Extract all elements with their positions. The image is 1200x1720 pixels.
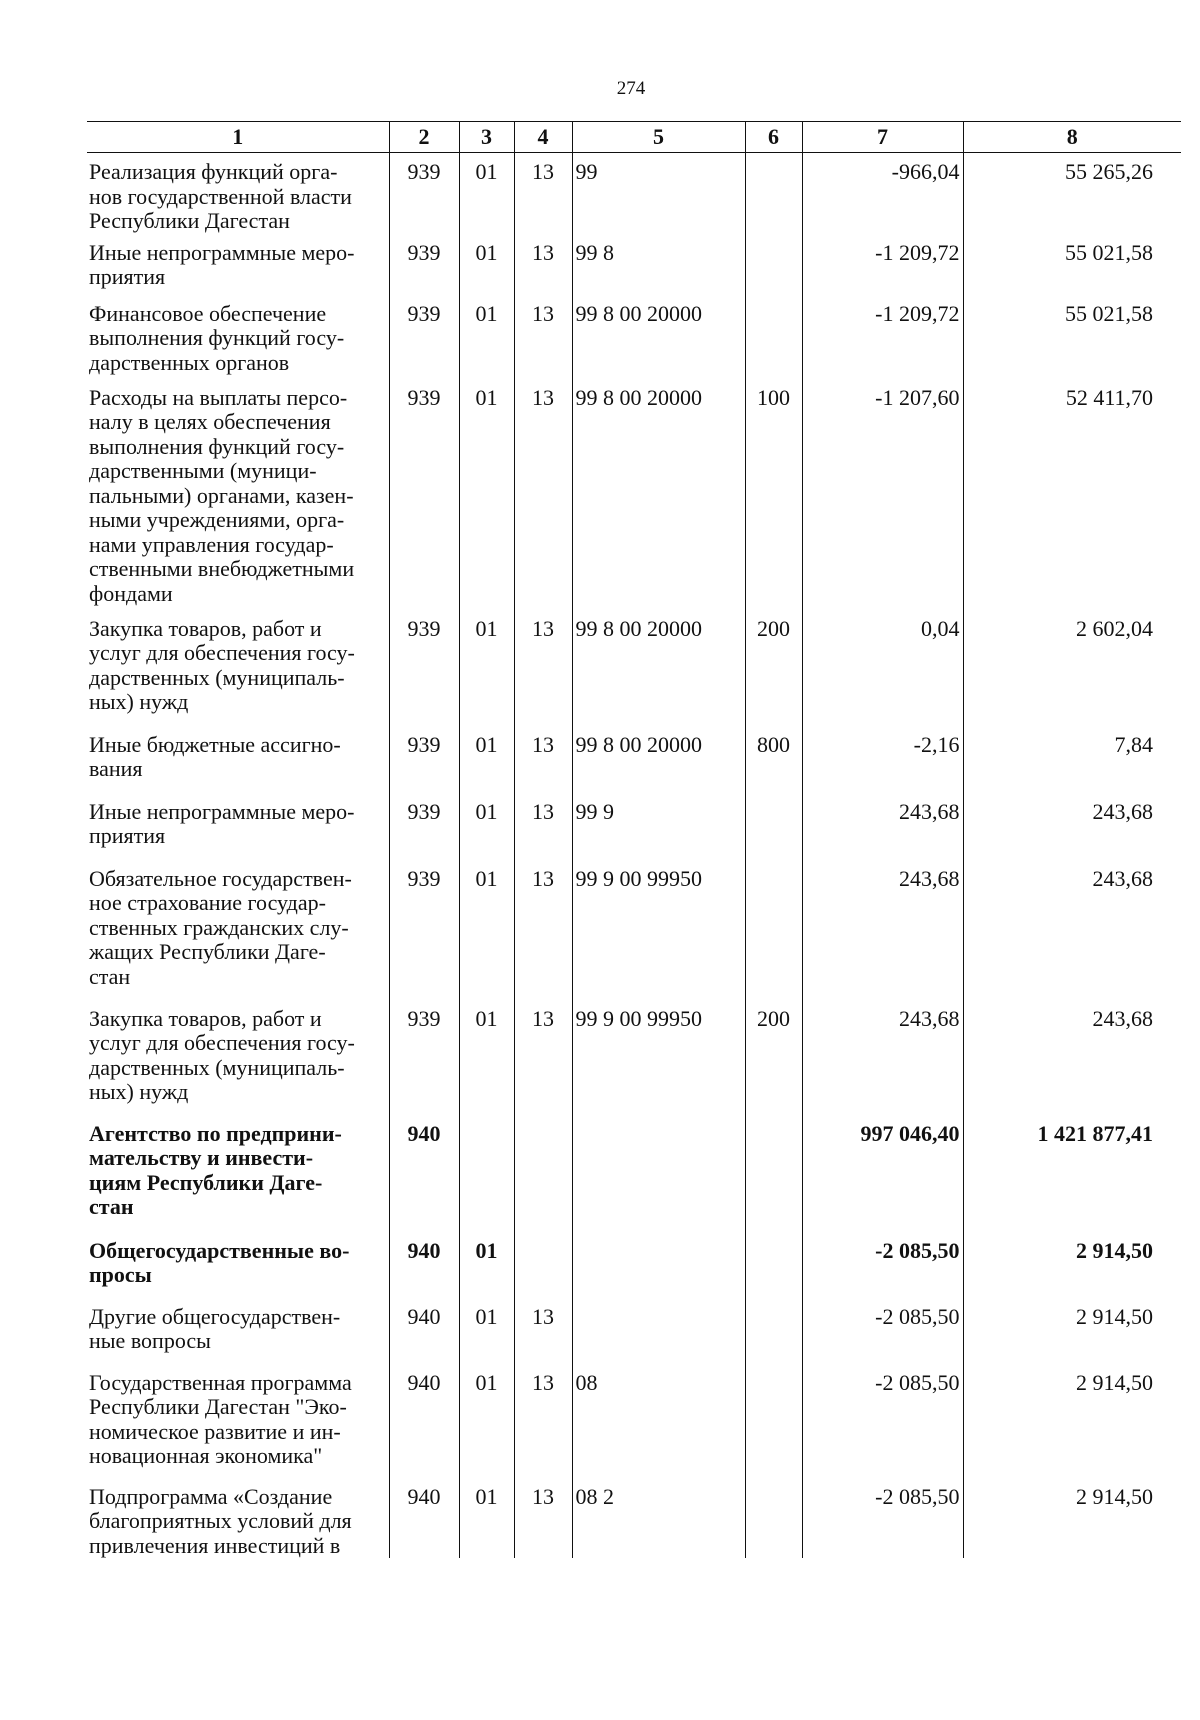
cell-name-line: дарственными (муници-: [89, 458, 317, 483]
cell-amount-total: 7,84: [963, 726, 1181, 793]
cell-expense-type: [745, 153, 802, 234]
cell-amount-change: -1 209,72: [802, 234, 963, 295]
cell-name-line: циям Республики Даге-: [89, 1169, 323, 1195]
cell-name-line: пальными) органами, казен-: [89, 482, 354, 508]
cell-name-line: Республики Дагестан: [89, 208, 290, 233]
cell-section: 01: [459, 153, 514, 234]
cell-name-line: Иные бюджетные ассигно-: [89, 731, 341, 757]
page-number: 274: [616, 78, 646, 99]
cell-name-line: нов государственной власти: [89, 183, 352, 209]
header-col-6: 6: [745, 122, 802, 153]
table-row: [87, 860, 1181, 1000]
cell-amount-change: 243,68: [802, 860, 963, 1000]
cell-target-article: 99 9: [572, 793, 745, 860]
cell-amount-change: -2 085,50: [802, 1298, 963, 1364]
cell-amount-total: 52 411,70: [963, 379, 1181, 610]
header-col-1: 1: [87, 122, 389, 153]
cell-name-line: вания: [89, 756, 143, 781]
cell-subsection: 13: [514, 1000, 572, 1115]
cell-amount-change: -2 085,50: [802, 1232, 963, 1298]
table-row: [87, 1364, 1181, 1478]
table-row: [87, 726, 1181, 793]
table-row: [87, 793, 1181, 860]
header-col-2: 2: [389, 122, 459, 153]
cell-section: 01: [459, 726, 514, 793]
table-row: [87, 295, 1181, 379]
cell-name: [87, 1232, 389, 1298]
cell-amount-change: -966,04: [802, 153, 963, 234]
cell-target-article: 99 8 00 20000: [572, 295, 745, 379]
cell-name-line: приятия: [89, 823, 166, 848]
cell-name-line: Реализация функций орга-: [89, 159, 338, 184]
cell-name: [87, 1478, 389, 1559]
cell-section: 01: [459, 793, 514, 860]
cell-name-line: стан: [89, 1194, 134, 1219]
budget-table-container: [87, 121, 1181, 1558]
cell-ministry-code: 940: [389, 1364, 459, 1478]
cell-name-line: привлечения инвестиций в: [89, 1532, 341, 1558]
cell-target-article: 99: [572, 153, 745, 234]
header-row: [87, 122, 1181, 153]
cell-target-article: [572, 1115, 745, 1232]
cell-target-article: 99 8 00 20000: [572, 379, 745, 610]
cell-name-line: нами управления государ-: [89, 531, 334, 557]
cell-name-line: ное страхование государ-: [89, 890, 326, 915]
cell-target-article: 99 8 00 20000: [572, 726, 745, 793]
cell-expense-type: [745, 860, 802, 1000]
cell-expense-type: [745, 793, 802, 860]
cell-ministry-code: 940: [389, 1298, 459, 1364]
cell-section: 01: [459, 379, 514, 610]
cell-name-line: Обязательное государствен-: [89, 865, 352, 891]
cell-target-article: 99 9 00 99950: [572, 1000, 745, 1115]
cell-name: [87, 153, 389, 234]
cell-expense-type: 100: [745, 379, 802, 610]
cell-subsection: 13: [514, 793, 572, 860]
table-body: [87, 153, 1181, 1559]
cell-name-line: Подпрограмма «Создание: [89, 1483, 333, 1509]
cell-amount-total: 243,68: [963, 860, 1181, 1000]
table-row: [87, 379, 1181, 610]
cell-target-article: 99 8: [572, 234, 745, 295]
cell-subsection: 13: [514, 234, 572, 295]
cell-name: [87, 295, 389, 379]
cell-amount-change: -1 209,72: [802, 295, 963, 379]
cell-amount-change: -2 085,50: [802, 1478, 963, 1559]
cell-target-article: [572, 1298, 745, 1364]
cell-subsection: 13: [514, 1298, 572, 1364]
cell-subsection: 13: [514, 379, 572, 610]
cell-name: [87, 1364, 389, 1478]
cell-name-line: Иные непрограммные меро-: [89, 798, 355, 824]
cell-amount-total: 1 421 877,41: [963, 1115, 1181, 1232]
cell-subsection: [514, 1115, 572, 1232]
cell-name-line: выполнения функций госу-: [89, 433, 345, 459]
cell-name-line: Агентство по предприни-: [89, 1120, 342, 1146]
cell-name-line: выполнения функций госу-: [89, 325, 345, 350]
cell-name-line: ными учреждениями, орга-: [89, 507, 345, 532]
cell-ministry-code: 940: [389, 1115, 459, 1232]
cell-ministry-code: 939: [389, 1000, 459, 1115]
cell-section: 01: [459, 1478, 514, 1559]
cell-name-line: Республики Дагестан "Эко-: [89, 1394, 347, 1419]
cell-name-line: фондами: [89, 580, 173, 606]
cell-name-line: услуг для обеспечения госу-: [89, 640, 355, 665]
cell-name: [87, 1115, 389, 1232]
table-row: [87, 1115, 1181, 1232]
cell-name-line: благоприятных условий для: [89, 1508, 352, 1533]
cell-amount-change: 243,68: [802, 1000, 963, 1115]
cell-expense-type: [745, 1232, 802, 1298]
table-row: [87, 1298, 1181, 1364]
cell-ministry-code: 939: [389, 153, 459, 234]
cell-section: 01: [459, 1364, 514, 1478]
cell-subsection: [514, 1232, 572, 1298]
cell-name-line: приятия: [89, 264, 166, 289]
cell-target-article: 08 2: [572, 1478, 745, 1559]
cell-subsection: 13: [514, 1478, 572, 1559]
cell-name-line: дарственных (муниципаль-: [89, 1054, 345, 1080]
cell-name-line: ных) нужд: [89, 1079, 189, 1104]
cell-amount-change: -2 085,50: [802, 1364, 963, 1478]
cell-amount-change: 243,68: [802, 793, 963, 860]
cell-name: [87, 793, 389, 860]
cell-name: [87, 234, 389, 295]
cell-name-line: ственных гражданских слу-: [89, 914, 349, 940]
cell-subsection: 13: [514, 1364, 572, 1478]
cell-name: [87, 379, 389, 610]
cell-section: 01: [459, 234, 514, 295]
cell-expense-type: [745, 295, 802, 379]
cell-amount-total: 2 602,04: [963, 610, 1181, 726]
cell-section: 01: [459, 1000, 514, 1115]
cell-name: [87, 610, 389, 726]
cell-ministry-code: 939: [389, 793, 459, 860]
cell-expense-type: 800: [745, 726, 802, 793]
cell-amount-total: 2 914,50: [963, 1478, 1181, 1559]
cell-name: [87, 726, 389, 793]
cell-name-line: дарственных (муниципаль-: [89, 664, 345, 690]
table-row: [87, 234, 1181, 295]
cell-amount-total: 55 021,58: [963, 234, 1181, 295]
cell-amount-total: 2 914,50: [963, 1232, 1181, 1298]
cell-target-article: 99 9 00 99950: [572, 860, 745, 1000]
cell-ministry-code: 939: [389, 610, 459, 726]
cell-amount-total: 2 914,50: [963, 1364, 1181, 1478]
table-row: [87, 1232, 1181, 1298]
cell-ministry-code: 939: [389, 295, 459, 379]
header-col-5: 5: [572, 122, 745, 153]
table-row: [87, 1000, 1181, 1115]
cell-amount-total: 55 265,26: [963, 153, 1181, 234]
header-col-8: 8: [963, 122, 1181, 153]
cell-name-line: Закупка товаров, работ и: [89, 615, 322, 641]
cell-ministry-code: 939: [389, 726, 459, 793]
cell-ministry-code: 940: [389, 1232, 459, 1298]
cell-subsection: 13: [514, 153, 572, 234]
cell-amount-total: 55 021,58: [963, 295, 1181, 379]
cell-name: [87, 1000, 389, 1115]
cell-name-line: ные вопросы: [89, 1328, 211, 1353]
cell-expense-type: [745, 1478, 802, 1559]
cell-name: [87, 860, 389, 1000]
cell-name-line: Государственная программа: [89, 1369, 352, 1395]
cell-ministry-code: 939: [389, 860, 459, 1000]
table-row: [87, 1478, 1181, 1559]
cell-name-line: Закупка товаров, работ и: [89, 1005, 322, 1031]
table-row: [87, 153, 1181, 234]
cell-target-article: [572, 1232, 745, 1298]
cell-section: 01: [459, 295, 514, 379]
cell-name-line: номическое развитие и ин-: [89, 1418, 341, 1444]
cell-name-line: услуг для обеспечения госу-: [89, 1030, 355, 1055]
cell-expense-type: [745, 234, 802, 295]
cell-subsection: 13: [514, 610, 572, 726]
budget-table: [87, 121, 1181, 1558]
cell-name-line: Расходы на выплаты персо-: [89, 384, 348, 410]
cell-name-line: налу в целях обеспечения: [89, 409, 331, 434]
cell-name-line: ственными внебюджетными: [89, 556, 355, 581]
cell-ministry-code: 940: [389, 1478, 459, 1559]
header-col-4: 4: [514, 122, 572, 153]
cell-name-line: Финансовое обеспечение: [89, 300, 327, 326]
cell-section: 01: [459, 610, 514, 726]
cell-ministry-code: 939: [389, 379, 459, 610]
cell-name-line: Общегосударственные во-: [89, 1237, 350, 1263]
cell-expense-type: 200: [745, 1000, 802, 1115]
header-col-7: 7: [802, 122, 963, 153]
cell-name: [87, 1298, 389, 1364]
cell-name-line: Другие общегосударствен-: [89, 1303, 341, 1329]
cell-amount-total: 243,68: [963, 793, 1181, 860]
cell-section: 01: [459, 1232, 514, 1298]
cell-section: 01: [459, 860, 514, 1000]
cell-name-line: новационная экономика": [89, 1443, 323, 1468]
cell-amount-total: 243,68: [963, 1000, 1181, 1115]
cell-expense-type: 200: [745, 610, 802, 726]
cell-name-line: стан: [89, 963, 131, 989]
cell-expense-type: [745, 1298, 802, 1364]
cell-amount-change: -2,16: [802, 726, 963, 793]
cell-amount-change: 0,04: [802, 610, 963, 726]
cell-name-line: мательству и инвести-: [89, 1145, 314, 1170]
cell-subsection: 13: [514, 726, 572, 793]
cell-name-line: жащих Республики Даге-: [89, 939, 326, 964]
cell-section: 01: [459, 1298, 514, 1364]
header-col-3: 3: [459, 122, 514, 153]
table-row: [87, 610, 1181, 726]
cell-name-line: дарственных органов: [89, 349, 290, 375]
cell-target-article: 99 8 00 20000: [572, 610, 745, 726]
cell-amount-total: 2 914,50: [963, 1298, 1181, 1364]
cell-section: [459, 1115, 514, 1232]
cell-name-line: просы: [89, 1262, 152, 1287]
cell-subsection: 13: [514, 860, 572, 1000]
cell-subsection: 13: [514, 295, 572, 379]
cell-target-article: 08: [572, 1364, 745, 1478]
cell-name-line: ных) нужд: [89, 689, 189, 714]
cell-expense-type: [745, 1364, 802, 1478]
cell-name-line: Иные непрограммные меро-: [89, 239, 355, 265]
cell-expense-type: [745, 1115, 802, 1232]
cell-amount-change: 997 046,40: [802, 1115, 963, 1232]
cell-amount-change: -1 207,60: [802, 379, 963, 610]
cell-ministry-code: 939: [389, 234, 459, 295]
